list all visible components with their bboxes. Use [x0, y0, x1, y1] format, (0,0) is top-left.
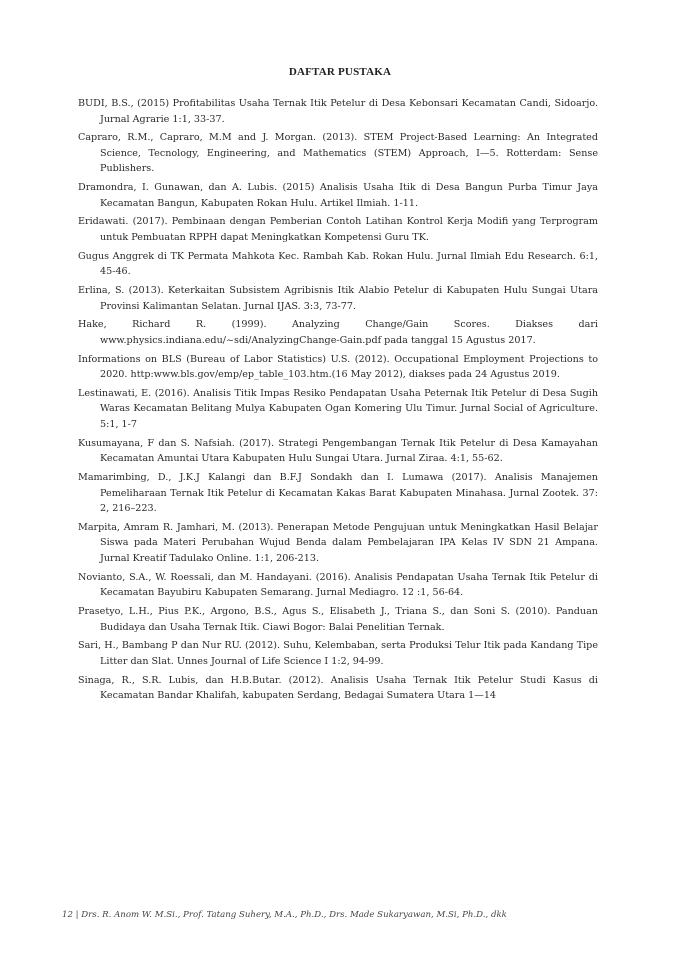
reference-item: Sinaga, R., S.R. Lubis, dan H.B.Butar. (2012). Analisis Usaha Ternak Itik Petelur Studi Kasus di Kecamatan Bandar Khalifah, kabupaten Serdang, Bedagai Sumatera Utara 1—14 [78, 674, 598, 702]
reference-item: Mamarimbing, D., J.K.J Kalangi dan B.F.J Sondakh dan I. Lumawa (2017). Analisis Manajemen Pemeliharaan Ternak Itik Petelur di Kecamatan Kakas Barat Kabupaten Minahasa. Jurnal Zootek. 37: 2, 216–223. [78, 472, 598, 515]
reference-item: Kusumayana, F dan S. Nafsiah. (2017). Strategi Pengembangan Ternak Itik Petelur di Desa Kamayahan Kecamatan Amuntai Utara Kabupaten Hulu Sungai Utara. Jurnal Ziraa. 4:1, 55-62. [78, 437, 598, 465]
reference-list [78, 96, 598, 707]
page-title: DAFTAR PUSTAKA [288, 66, 392, 78]
reference-item: Sari, H., Bambang P dan Nur RU. (2012). Suhu, Kelembaban, serta Produksi Telur Itik pada Kandang Tipe Litter dan Slat. Unnes Journal of Life Science I 1:2, 94-99. [78, 640, 598, 667]
reference-item: Lestinawati, E. (2016). Analisis Titik Impas Resiko Pendapatan Usaha Peternak Itik Petelur di Desa Sugih Waras Kecamatan Belitang Mulya Kabupaten Ogan Komering Ulu Timur. Jurnal Social of Agriculture. 5:1, 1-7 [78, 387, 598, 431]
reference-item: Capraro, R.M., Capraro, M.M and J. Morgan. (2013). STEM Project-Based Learning: An Integrated Science, Tecnology, Engineering, and Mathematics (STEM) Approach, I—5. Rotterdam: Sense Publishers. [78, 132, 598, 175]
reference-item: Hake, Richard R. (1999). Analyzing Change/Gain Scores. Diakses dari www.physics.indiana.edu/~sdi/AnalyzingChange-Gain.pdf pada tanggal 15 Agustus 2017. [78, 319, 598, 346]
reference-item: Informations on BLS (Bureau of Labor Statistics) U.S. (2012). Occupational Employment Projections to 2020. http:www.bls.gov/emp/ep_table_103.htm.(16 May 2012), diakses pada 24 Agustus 2019. [78, 353, 598, 381]
reference-item: Gugus Anggrek di TK Permata Mahkota Kec. Rambah Kab. Rokan Hulu. Jurnal Ilmiah Edu Research. 6:1, 45-46. [78, 250, 598, 278]
reference-item: Marpita, Amram R. Jamhari, M. (2013). Penerapan Metode Pengujuan untuk Meningkatkan Hasil Belajar Siswa pada Materi Perubahan Wujud Benda dalam Pembelajaran IPA Kelas IV SDN 21 Ampana. Jurnal Kreatif Tadulako Online. 1:1, 206-213. [78, 521, 598, 565]
page-footer: 12 | Drs. R. Anom W. M.Si., Prof. Tatang Suhery, M.A., Ph.D., Drs. Made Sukaryawan, M.Si, Ph.D., dkk [62, 910, 507, 920]
reference-item: BUDI, B.S., (2015) Profitabilitas Usaha Ternak Itik Petelur di Desa Kebonsari Kecamatan Candi, Sidoarjo. Jurnal Agrarie 1:1, 33-37. [78, 98, 598, 125]
reference-item: Erlina, S. (2013). Keterkaitan Subsistem Agribisnis Itik Alabio Petelur di Kabupaten Hulu Sungai Utara Provinsi Kalimantan Selatan. Jurnal IJAS. 3:3, 73-77. [78, 285, 598, 312]
reference-item: Dramondra, I. Gunawan, dan A. Lubis. (2015) Analisis Usaha Itik di Desa Bangun Purba Timur Jaya Kecamatan Bangun, Kabupaten Rokan Hulu. Artikel Ilmiah. 1-11. [78, 182, 598, 209]
reference-item: Eridawati. (2017). Pembinaan dengan Pemberian Contoh Latihan Kontrol Kerja Modifi yang Terprogram untuk Pembuatan RPPH dapat Meningkatkan Kompetensi Guru TK. [78, 216, 598, 244]
reference-item: Novianto, S.A., W. Roessali, dan M. Handayani. (2016). Analisis Pendapatan Usaha Ternak Itik Petelur di Kecamatan Bayubiru Kabupaten Semarang. Jurnal Mediagro. 12 :1, 56-64. [78, 571, 598, 599]
reference-item: Prasetyo, L.H., Pius P.K., Argono, B.S., Agus S., Elisabeth J., Triana S., dan Soni S. (2010). Panduan Budidaya dan Usaha Ternak Itik. Ciawi Bogor: Balai Penelitian Ternak. [78, 606, 598, 633]
